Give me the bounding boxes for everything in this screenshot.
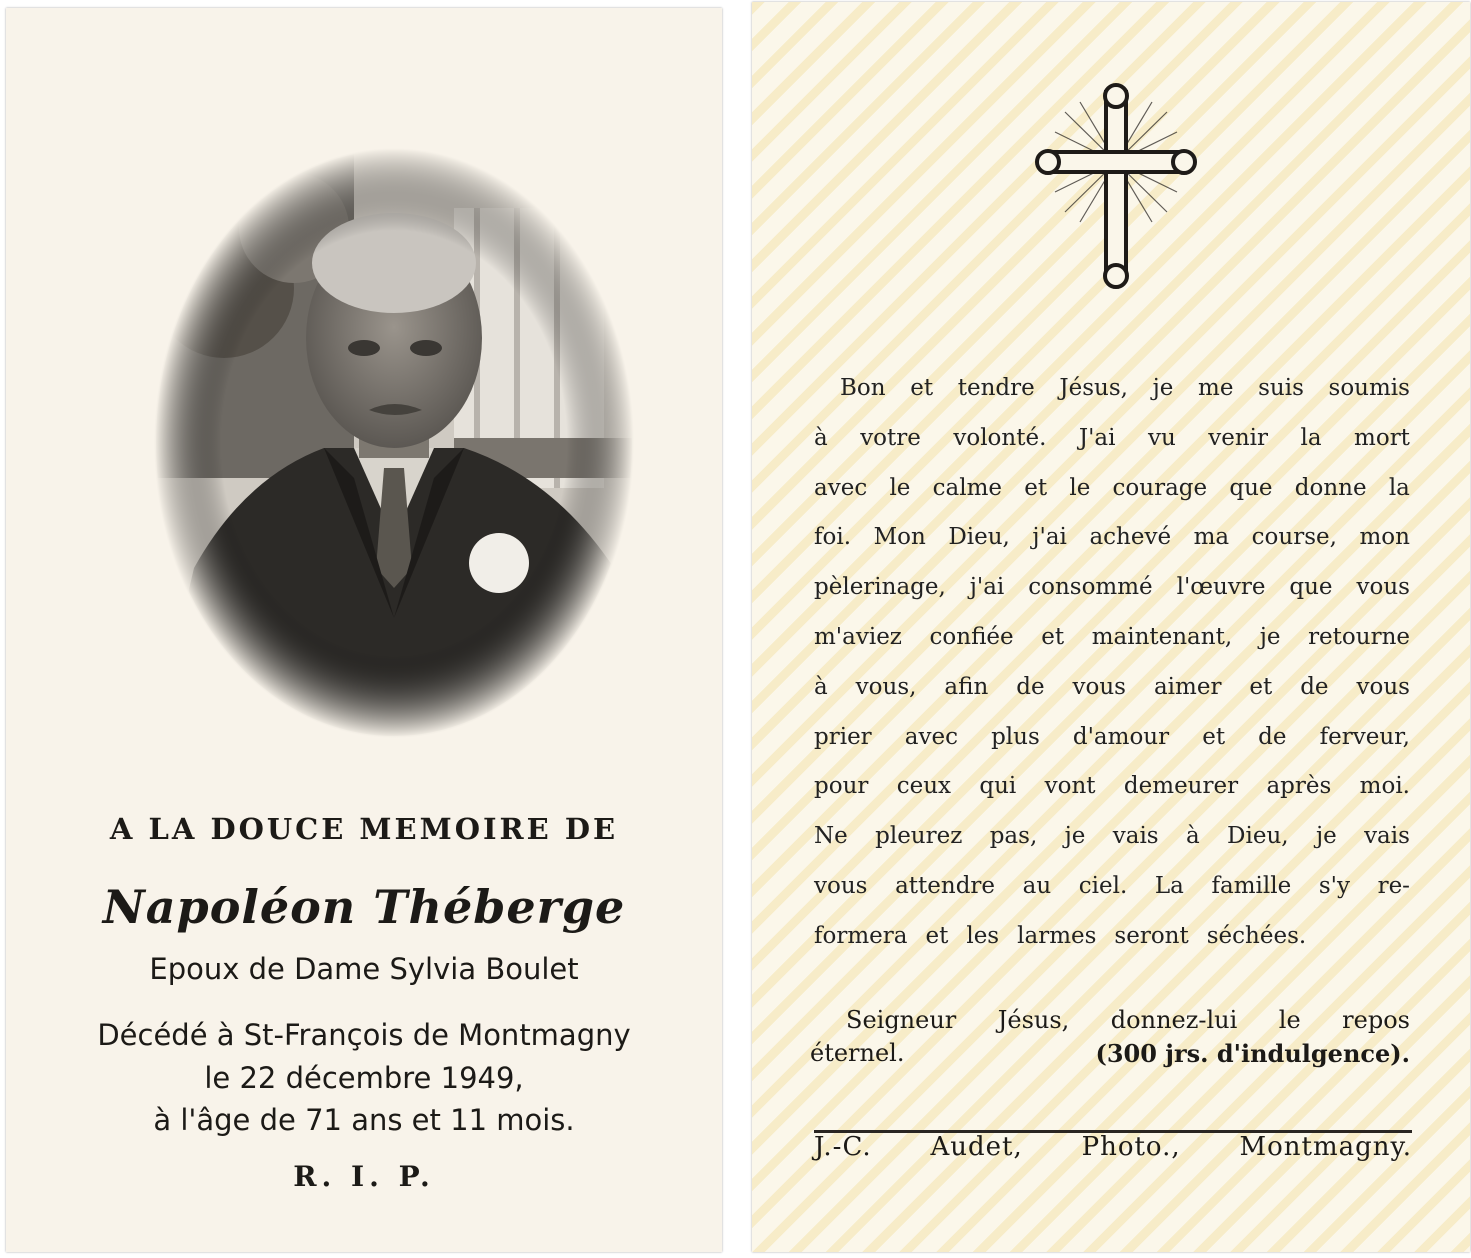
prayer-line	[814, 762, 1410, 812]
prayer-line	[814, 912, 1410, 962]
prayer-word: et	[910, 375, 934, 401]
prayer-word: ciel.	[1078, 872, 1128, 899]
prayer-word: achevé	[1089, 524, 1172, 551]
prayer-line	[814, 613, 1410, 663]
prayer-word: pleurez	[875, 823, 963, 850]
invocation-word: Seigneur	[846, 1006, 957, 1034]
portrait-photo-image	[154, 148, 634, 738]
memorial-card-front	[6, 8, 722, 1252]
prayer-line	[814, 414, 1410, 464]
prayer-word: Bon	[840, 375, 886, 401]
prayer-word: vous	[1356, 673, 1410, 700]
prayer-word: vous	[1072, 673, 1126, 700]
prayer-word: que	[1229, 474, 1273, 501]
prayer-word: de	[1300, 673, 1329, 700]
death-date: le 22 décembre 1949,	[204, 1061, 524, 1095]
prayer-word: de	[1016, 673, 1045, 700]
prayer-word: pour	[814, 773, 869, 800]
prayer-word: foi.	[814, 524, 852, 551]
prayer-word: re-	[1377, 872, 1410, 899]
prayer-word: s'y	[1318, 872, 1350, 899]
prayer-word: le	[1069, 474, 1091, 501]
prayer-word: prier	[814, 723, 872, 750]
prayer-word: m'aviez	[814, 623, 902, 650]
prayer-word: larmes	[1017, 922, 1097, 949]
prayer-word: d'amour	[1072, 723, 1170, 750]
prayer-word: et	[1202, 723, 1226, 750]
credit-word: Audet,	[930, 1132, 1023, 1162]
prayer-word: et	[1024, 474, 1048, 501]
prayer-word: ferveur,	[1319, 723, 1410, 750]
prayer-line	[814, 812, 1410, 862]
prayer-word: course,	[1251, 524, 1337, 551]
prayer-word: ma	[1193, 524, 1230, 551]
prayer-line	[814, 513, 1410, 563]
prayer-word: maintenant,	[1091, 623, 1233, 650]
spouse-line: Epoux de Dame Sylvia Boulet	[149, 952, 579, 986]
prayer-word: séchées.	[1206, 922, 1307, 949]
rip-text: R. I. P.	[293, 1160, 435, 1193]
prayer-word: Ne	[814, 823, 848, 850]
prayer-word: donne	[1294, 474, 1367, 501]
deceased-name: Napoléon Théberge	[102, 880, 626, 934]
prayer-word: Jésus,	[1059, 375, 1128, 401]
prayer-word: et	[1249, 673, 1273, 700]
invocation-word: le	[1278, 1006, 1301, 1034]
prayer-text	[814, 364, 1410, 962]
prayer-word: à	[814, 673, 828, 700]
prayer-word: qui	[979, 773, 1017, 800]
portrait-photo	[154, 148, 634, 738]
prayer-word: me	[1198, 375, 1234, 401]
prayer-word: afin	[944, 673, 989, 700]
prayer-word: J'ai	[1078, 424, 1116, 451]
prayer-word: Mon	[873, 524, 926, 551]
prayer-word: seront	[1114, 922, 1189, 949]
prayer-word: famille	[1211, 872, 1292, 899]
prayer-word: à	[1185, 823, 1200, 850]
prayer-word: j'ai	[969, 574, 1005, 601]
prayer-word: confiée	[929, 623, 1014, 650]
prayer-word: à	[814, 424, 828, 451]
prayer-word: avec	[904, 723, 958, 750]
prayer-line	[814, 663, 1410, 713]
prayer-word: vont	[1044, 773, 1096, 800]
invocation-word: Jésus,	[997, 1006, 1070, 1034]
prayer-word: ceux	[896, 773, 952, 800]
invocation-line	[810, 1037, 1410, 1070]
prayer-line	[814, 364, 1410, 414]
prayer-line	[814, 464, 1410, 514]
prayer-word: la	[1388, 474, 1410, 501]
prayer-word: plus	[991, 723, 1040, 750]
prayer-word: votre	[860, 424, 921, 451]
prayer-word: La	[1154, 872, 1184, 899]
prayer-word: je	[1315, 823, 1337, 850]
prayer-word: aimer	[1153, 673, 1222, 700]
prayer-word: pas,	[989, 823, 1038, 850]
prayer-word: j'ai	[1032, 524, 1067, 551]
prayer-word: Dieu,	[948, 524, 1010, 551]
prayer-word: soumis	[1328, 375, 1410, 401]
prayer-word: le	[889, 474, 911, 501]
death-age: à l'âge de 71 ans et 11 mois.	[153, 1103, 575, 1137]
invocation-word: donnez-lui	[1110, 1006, 1238, 1034]
prayer-word: avec	[814, 474, 868, 501]
invocation-eternal: éternel.	[810, 1039, 905, 1067]
prayer-word: calme	[932, 474, 1003, 501]
prayer-word: vous	[814, 872, 868, 899]
prayer-word: demeurer	[1123, 773, 1239, 800]
prayer-word: vu	[1147, 424, 1176, 451]
prayer-word: et	[1041, 623, 1065, 650]
prayer-line	[814, 862, 1410, 912]
prayer-word: courage	[1112, 474, 1208, 501]
prayer-line	[814, 713, 1410, 763]
prayer-word: je	[1064, 823, 1086, 850]
prayer-word: les	[966, 922, 1000, 949]
prayer-word: de	[1258, 723, 1287, 750]
prayer-line	[814, 563, 1410, 613]
prayer-word: au	[1022, 872, 1052, 899]
invocation-word: repos	[1342, 1006, 1410, 1034]
prayer-word: mon	[1359, 524, 1410, 551]
prayer-word: vous	[1356, 574, 1410, 601]
death-place: Décédé à St-François de Montmagny	[97, 1018, 631, 1052]
prayer-word: mort	[1354, 424, 1410, 451]
credit-word: Photo.,	[1081, 1132, 1181, 1162]
prayer-word: pèlerinage,	[814, 574, 946, 601]
memorial-heading: A LA DOUCE MEMOIRE DE	[109, 812, 619, 846]
prayer-word: suis	[1258, 375, 1304, 401]
prayer-word: tendre	[957, 375, 1035, 401]
prayer-word: retourne	[1308, 623, 1410, 650]
cross-icon	[1035, 82, 1197, 292]
prayer-word: vais	[1112, 823, 1159, 850]
memorial-card-back	[752, 2, 1470, 1252]
prayer-word: Dieu,	[1227, 823, 1289, 850]
prayer-word: après	[1266, 773, 1332, 800]
prayer-word: la	[1300, 424, 1322, 451]
credit-word: Montmagny.	[1239, 1132, 1412, 1162]
prayer-word: formera	[814, 922, 908, 949]
prayer-word: attendre	[895, 872, 996, 899]
prayer-word: je	[1152, 375, 1174, 401]
prayer-word: vais	[1364, 823, 1410, 850]
prayer-word: vous,	[855, 673, 917, 700]
invocation-line	[810, 1004, 1410, 1037]
prayer-word: l'œuvre	[1176, 574, 1266, 601]
invocation	[810, 1004, 1410, 1070]
prayer-word: consommé	[1028, 574, 1153, 601]
indulgence-note: (300 jrs. d'indulgence).	[1095, 1039, 1410, 1068]
prayer-word: et	[925, 922, 949, 949]
prayer-word: moi.	[1359, 773, 1410, 800]
prayer-word: je	[1259, 623, 1281, 650]
prayer-word: que	[1289, 574, 1333, 601]
prayer-word: volonté.	[953, 424, 1047, 451]
credit-word: J.-C.	[814, 1132, 872, 1162]
prayer-word: venir	[1208, 424, 1269, 451]
photo-credit	[814, 1132, 1412, 1162]
